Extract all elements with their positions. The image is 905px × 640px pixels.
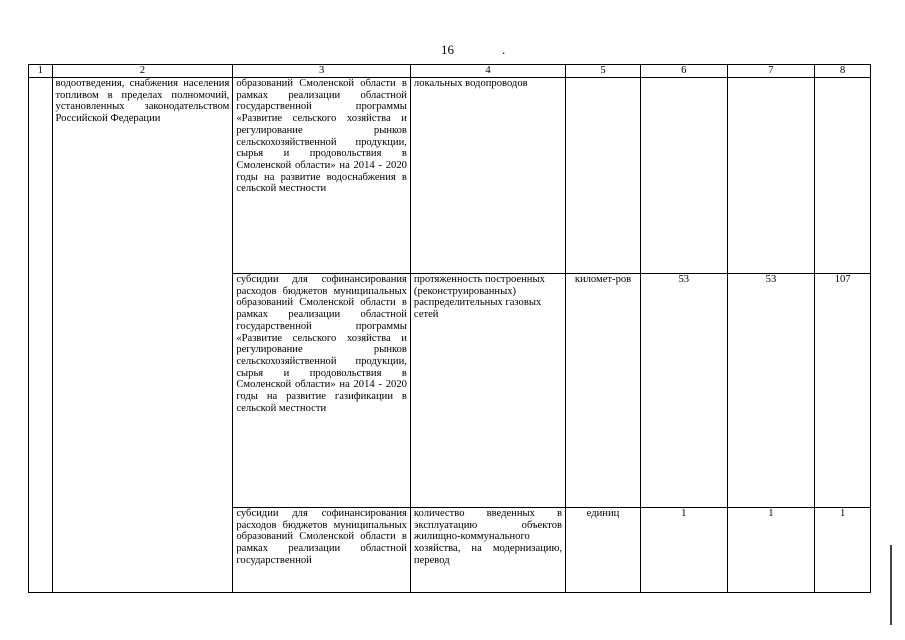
value-cell: 107 — [815, 274, 871, 508]
value-cell: 1 — [815, 508, 871, 593]
data-table — [28, 64, 871, 593]
header-cell: 6 — [640, 65, 727, 78]
activity-cell: образований Смоленской области в рамках реализации областной государственной программы «Развитие сельского хозяйства и регулирование рынков сельскохозяйственной продукции, сырья и продовольствия в Смоленской области» на 2014 - 2020 годы на развитие водоснабжения в сельской местности — [233, 78, 411, 274]
indicator-cell: количество введенных в эксплуатацию объектов жилищно-коммунального хозяйства, на модернизацию, перевод — [410, 508, 565, 593]
task-description-cell: водоотведения, снабжения населения топливом в пределах полномочий, установленных законодательством Российской Федерации — [52, 78, 233, 593]
value-cell — [727, 78, 815, 274]
page-mark: . — [502, 42, 506, 57]
value-cell — [815, 78, 871, 274]
margin-rule — [890, 545, 892, 625]
unit-cell: километ-ров — [566, 274, 641, 508]
indicator-cell: локальных водопроводов — [410, 78, 565, 274]
header-cell: 3 — [233, 65, 411, 78]
unit-cell: единиц — [566, 508, 641, 593]
page-number: 16 — [441, 42, 454, 57]
value-cell: 1 — [727, 508, 815, 593]
value-cell: 53 — [727, 274, 815, 508]
table-cell-empty — [29, 78, 53, 593]
indicator-cell: протяженность построенных (реконструированных) распределительных газовых сетей — [410, 274, 565, 508]
header-cell: 2 — [52, 65, 233, 78]
header-cell: 5 — [566, 65, 641, 78]
value-cell: 1 — [640, 508, 727, 593]
value-cell — [640, 78, 727, 274]
activity-cell: субсидии для софинансирования расходов бюджетов муниципальных образований Смоленской области в рамках реализации областной государственной программы «Развитие сельского хозяйства и регулирование рынков сельскохозяйственной продукции, сырья и продовольствия в Смоленской области» на 2014 - 2020 годы на развитие газификации в сельской местности — [233, 274, 411, 508]
table-header-row — [29, 65, 871, 78]
activity-cell: субсидии для софинансирования расходов бюджетов муниципальных образований Смоленской области в рамках реализации областной государственной — [233, 508, 411, 593]
unit-cell — [566, 78, 641, 274]
header-cell: 8 — [815, 65, 871, 78]
table-row — [29, 78, 871, 274]
value-cell: 53 — [640, 274, 727, 508]
header-cell: 1 — [29, 65, 53, 78]
header-cell: 7 — [727, 65, 815, 78]
header-cell: 4 — [410, 65, 565, 78]
